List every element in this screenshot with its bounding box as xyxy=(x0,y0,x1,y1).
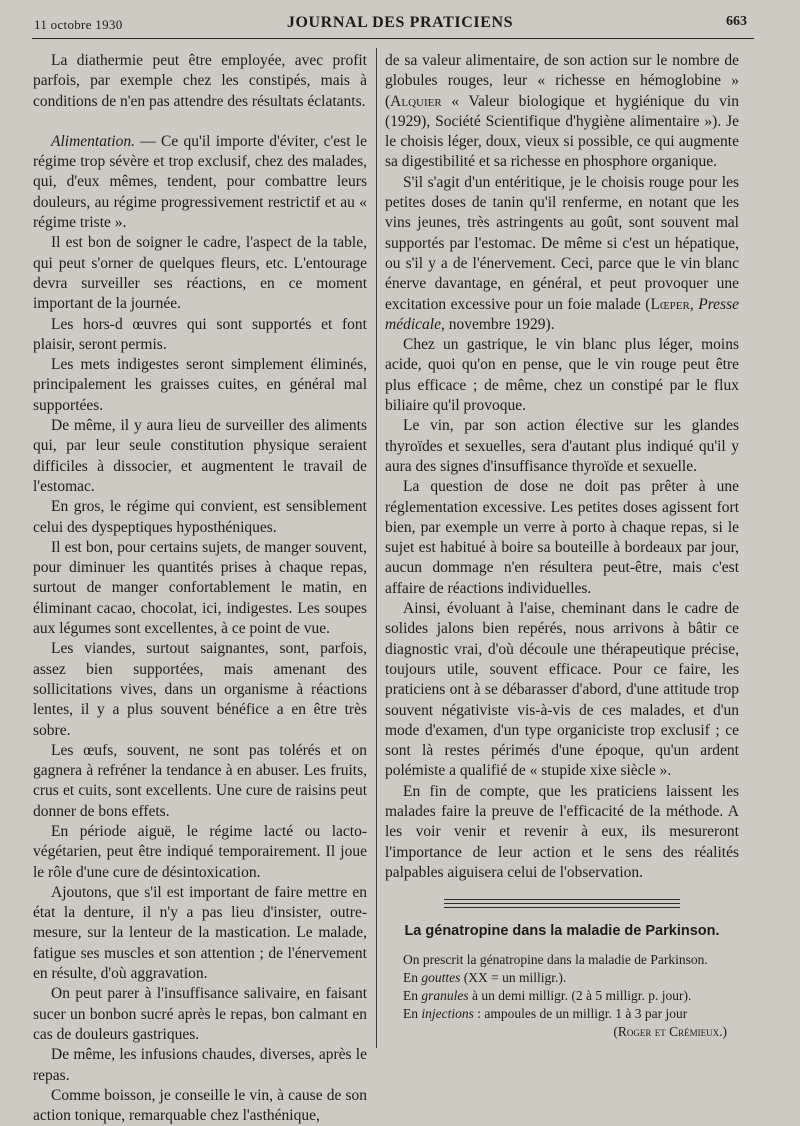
text-run: En xyxy=(403,970,422,986)
paragraph: La question de dose ne doit pas prêter à une réglementation excessive. Les petites doses agissent fort bien, par exemple un verre à porto à chaque repas, si le sujet est habitué à boire sa bouteille à bordeaux par jour, aucun dommage n'en résultera peut-être, mais c'est affaire de réactions individuelles. xyxy=(385,478,739,597)
header-rule xyxy=(32,38,754,39)
paragraph: Chez un gastrique, le vin blanc plus léger, moins acide, quoi qu'on en pense, que le vin rouge peut être plus efficace ; de même, chez un constipé par le flux biliaire qu'il provoque. xyxy=(385,336,739,415)
paragraph: Les viandes, surtout saignantes, sont, parfois, assez bien supportées, mais amenant des sollicitations vives, dans un organisme à réactions lentes, il y a plus souvent bénéfice a en être très sobre. xyxy=(33,640,367,739)
text-run: En xyxy=(403,1006,422,1022)
text-run: à un demi milligr. (2 à 5 milligr. p. jour). xyxy=(468,988,692,1004)
text-run: de sa valeur alimentaire, de son action sur le nombre de globules rouges, leur « richesse en hémoglobine » ( xyxy=(385,52,739,110)
dosage-form: injections xyxy=(421,1006,474,1022)
page-number: 663 xyxy=(726,14,747,29)
author-name: Lœper xyxy=(650,295,690,313)
paragraph: Les hors-d œuvres qui sont supportés et font plaisir, seront permis. xyxy=(33,315,367,353)
text-run: , xyxy=(689,295,699,313)
paragraph: Ainsi, évoluant à l'aise, cheminant dans le cadre de solides jalons bien repérés, nous arrivons à bâtir ce diagnostic vrai, d'où découle une thérapeutique précise, toujours utile, souvent efficace. Pour ce faire, les praticiens ont à se débarasser d'abord, d'une attitude trop souvent négativiste vis-à-vis de ces malades, et d'un mode d'examen, d'un type organiciste trop exclusif ; ce sont là restes périmés d'une époque, qu'un ardent polémiste a qualifié de « stupide xixe siècle ». xyxy=(385,600,739,780)
dosage-line xyxy=(385,987,739,1005)
citation-text: (Roger et Crémieux.) xyxy=(613,1024,727,1040)
genatropine-box xyxy=(385,921,739,1041)
paragraph: En fin de compte, que les praticiens laissent les malades faire la preuve de l'efficacité de la méthode. A les voir venir et revenir à eux, ils mesureront l'importance de leur action et le sens des réalités palpables aiguisera celui de l'observation. xyxy=(385,782,739,881)
section-separator xyxy=(444,899,680,908)
paragraph: Les œufs, souvent, ne sont pas tolérés et on gagnera à refréner la tendance à en abuser. Les fruits, crus et cuits, sont excellents. Une cure de raisins peut donner de bons effets. xyxy=(33,741,367,820)
text-run: : ampoules de un milligr. 1 à 3 par jour xyxy=(473,1006,688,1022)
section-lead: Alimentation. xyxy=(51,132,135,150)
journal-reference: Presse médicale xyxy=(385,295,739,333)
paragraph: Il est bon de soigner le cadre, l'aspect de la table, qui peut s'orner de quelques fleurs, etc. L'entourage devra surveiller ses réactions, en ce moment important de la journée. xyxy=(33,234,367,313)
box-title: La génatropine dans la maladie de Parkinson. xyxy=(404,923,720,940)
paragraph: La diathermie peut être employée, avec profit parfois, par exemple chez les constipés, mais à conditions de n'en pas attendre des résultats éclatants. xyxy=(33,52,367,110)
box-citation xyxy=(385,1023,739,1041)
paragraph: On peut parer à l'insuffisance salivaire, en faisant sucer un bonbon sucré après le repas, bon calmant en cas de douleurs gastriques. xyxy=(33,985,367,1043)
paragraph: En période aiguë, le régime lacté ou lacto-végétarien, peut être indiqué temporairement. Il joue le rôle d'une cure de désintoxication. xyxy=(33,822,367,881)
text-run: (XX = un milligr.). xyxy=(460,970,567,986)
column-divider xyxy=(376,48,377,1048)
left-column xyxy=(33,51,367,1126)
right-column xyxy=(385,51,739,1041)
author-name: Alquier xyxy=(390,92,442,110)
paragraph: De même, les infusions chaudes, diverses, après le repas. xyxy=(33,1046,367,1084)
paragraph: Comme boisson, je conseille le vin, à cause de son action tonique, remarquable chez l'asthénique, xyxy=(33,1086,367,1125)
paragraph xyxy=(385,173,739,335)
text-run: S'il s'agit d'un entéritique, je le choisis rouge pour les petites doses de tanin qu'il renferme, en notant que les vins jeunes, très astringents au goût, sont souvent mal supportés par l'estomac. De même si c'est un hépatique, ou s'il y a de l'énervement. Ceci, parce que le vin blanc énerve davantage, en général, et peut provoquer une excitation excessive pour un foie malade ( xyxy=(385,173,739,313)
paragraph: Il est bon, pour certains sujets, de manger souvent, pour diminuer les quantités prises à chaque repas, surtout de manger confortablement le matin, en éliminant cacao, chocolat, ici, indigestes. Les soupes aux légumes sont excellentes, à ce point de vue. xyxy=(33,538,367,638)
journal-title: JOURNAL DES PRATICIENS xyxy=(286,14,514,31)
header-date: 11 octobre 1930 xyxy=(34,17,123,32)
text-run: « Valeur biologique et hygiénique du vin (1929), Société Scientifique d'hygiène alimentaire »). Je le choisis léger, doux, vieux si possible, ce qui augmente sa digestibilité et sa richesse en phosphore organique. xyxy=(385,92,739,171)
paragraph-text: — Ce qu'il importe d'éviter, c'est le régime trop sévère et trop exclusif, chez des malades, qui, d'eux mêmes, tendent, pour combattre leurs douleurs, au régime progressivement restrictif et au « régime triste ». xyxy=(33,132,367,232)
text-run: , novembre 1929). xyxy=(440,315,555,333)
dosage-form: gouttes xyxy=(421,970,461,986)
paragraph: Les mets indigestes seront simplement éliminés, principalement les graisses cuites, en général mal supportées. xyxy=(33,356,367,414)
paragraph: Ajoutons, que s'il est important de faire mettre en état la denture, il n'y a pas lieu d'insister, outre-mesure, sur la lenteur de la mastication. Le malade, fatigue ses muscles et son attention ; de l'énervement en résulte, d'où aggravation. xyxy=(33,883,367,983)
paragraph: Le vin, par son action élective sur les glandes thyroïdes et sexuelles, sera d'autant plus indiqué qu'il y aura des signes d'insuffisance thyroïde et sexuelle. xyxy=(385,417,739,475)
paragraph: De même, il y aura lieu de surveiller des aliments qui, par leur seule constitution physique seraient difficiles à dissocier, et augmentent le travail de l'estomac. xyxy=(33,417,367,495)
dosage-line xyxy=(385,969,739,987)
text-run: En xyxy=(403,988,422,1004)
paragraph-continuation xyxy=(385,51,739,173)
dosage-form: granules xyxy=(421,988,469,1004)
dosage-line xyxy=(385,1005,739,1023)
paragraph-alimentation xyxy=(33,132,367,233)
box-intro: On prescrit la génatropine dans la maladie de Parkinson. xyxy=(403,952,708,968)
paragraph: En gros, le régime qui convient, est sensiblement celui des dyspeptiques hyposthéniques. xyxy=(33,498,367,536)
